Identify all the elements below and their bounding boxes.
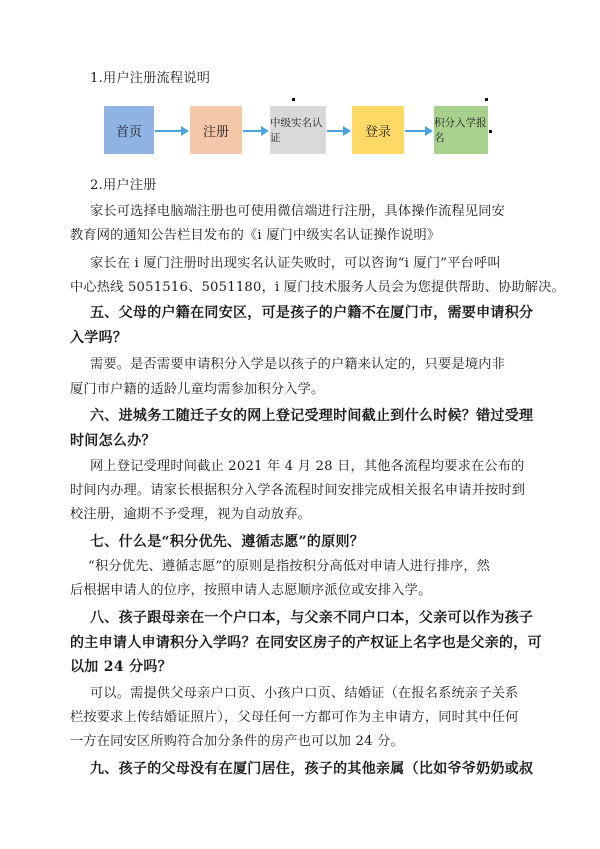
answer-line: 栏按要求上传结婚证照片），父母任何一方都可作为主申请方，同时其中任何 xyxy=(70,710,519,725)
answer-line: “积分优先、遵循志愿”的原则是指按积分高低对申请人进行排序，然 xyxy=(88,559,491,574)
question-heading-5: 入学吗？ xyxy=(70,330,128,346)
answer-line: 网上登记受理时间截止 2021 年 4 月 28 日，其他各流程均要求在公布的 xyxy=(90,459,525,474)
flow-step-label: 注册 xyxy=(202,124,229,140)
flow-step-label: 中级实名认证 xyxy=(270,117,323,144)
registration-flowchart xyxy=(104,106,494,158)
question-heading-5: 五、父母的户籍在同安区，可是孩子的户籍不在厦门市，需要申请积分 xyxy=(90,305,534,321)
question-heading-7: 七、什么是“积分优先、遵循志愿”的原则？ xyxy=(90,534,365,550)
paragraph-line: 中心热线 5051516、5051180，i 厦门技术服务人员会为您提供帮助、协助解决。 xyxy=(70,280,565,295)
paragraph-line: 教育网的通知公告栏目发布的《i 厦门中级实名认证操作说明》 xyxy=(70,228,441,243)
answer-line: 校注册，逾期不予受理，视为自动放弃。 xyxy=(70,507,311,522)
question-heading-6: 六、进城务工随迁子女的网上登记受理时间截止到什么时候？错过受理 xyxy=(90,408,534,424)
selection-handle xyxy=(489,130,492,133)
flow-step-label: 积分入学报名 xyxy=(434,117,487,144)
answer-line: 一方在同安区所购符合加分条件的房产也可以加 24 分。 xyxy=(70,734,404,749)
flow-arrow-icon xyxy=(327,124,351,138)
paragraph-line: 家长在 i 厦门注册时出现实名认证失败时，可以咨询“i 厦门”平台呼叫 xyxy=(90,256,501,271)
flow-step-label: 登录 xyxy=(364,124,391,140)
question-heading-8: 以加 24 分吗？ xyxy=(70,659,172,675)
section-title-registration-flow: 1.用户注册流程说明 xyxy=(90,71,211,86)
flow-step-login xyxy=(352,106,404,154)
flow-step-register xyxy=(190,106,242,154)
answer-line: 需要。是否需要申请积分入学是以孩子的户籍来认定的，只要是境内非 xyxy=(90,357,506,372)
section-title-registration: 2.用户注册 xyxy=(90,178,157,193)
flow-step-points-enrollment xyxy=(434,106,488,154)
answer-line: 可以。需提供父母亲户口页、小孩户口页、结婚证（在报名系统亲子关系 xyxy=(90,686,519,701)
answer-line: 时间内办理。请家长根据积分入学各流程时间安排完成相关报名申请并按时到 xyxy=(70,483,526,498)
answer-line: 厦门市户籍的适龄儿童均需参加积分入学。 xyxy=(70,382,325,397)
flow-step-verification xyxy=(270,106,326,154)
answer-line: 后根据申请人的位序，按照申请人志愿顺序派位或安排入学。 xyxy=(70,583,432,598)
question-heading-8: 的主申请人申请积分入学吗？在同安区房子的产权证上名字也是父亲的，可 xyxy=(70,635,542,651)
flow-arrow-icon xyxy=(155,124,189,138)
flow-step-label: 首页 xyxy=(115,124,142,140)
question-heading-8: 八、孩子跟母亲在一个户口本，与父亲不同户口本，父亲可以作为孩子 xyxy=(90,610,534,626)
question-heading-9: 九、孩子的父母没有在厦门居住，孩子的其他亲属（比如爷爷奶奶或叔 xyxy=(90,761,534,777)
selection-handle xyxy=(292,98,295,101)
paragraph-line: 家长可选择电脑端注册也可使用微信端进行注册，具体操作流程见同安 xyxy=(90,204,506,219)
question-heading-6: 时间怎么办？ xyxy=(70,433,156,449)
selection-handle xyxy=(485,98,488,101)
flow-arrow-icon xyxy=(405,124,433,138)
flow-step-home xyxy=(104,106,154,154)
flow-arrow-icon xyxy=(243,124,269,138)
